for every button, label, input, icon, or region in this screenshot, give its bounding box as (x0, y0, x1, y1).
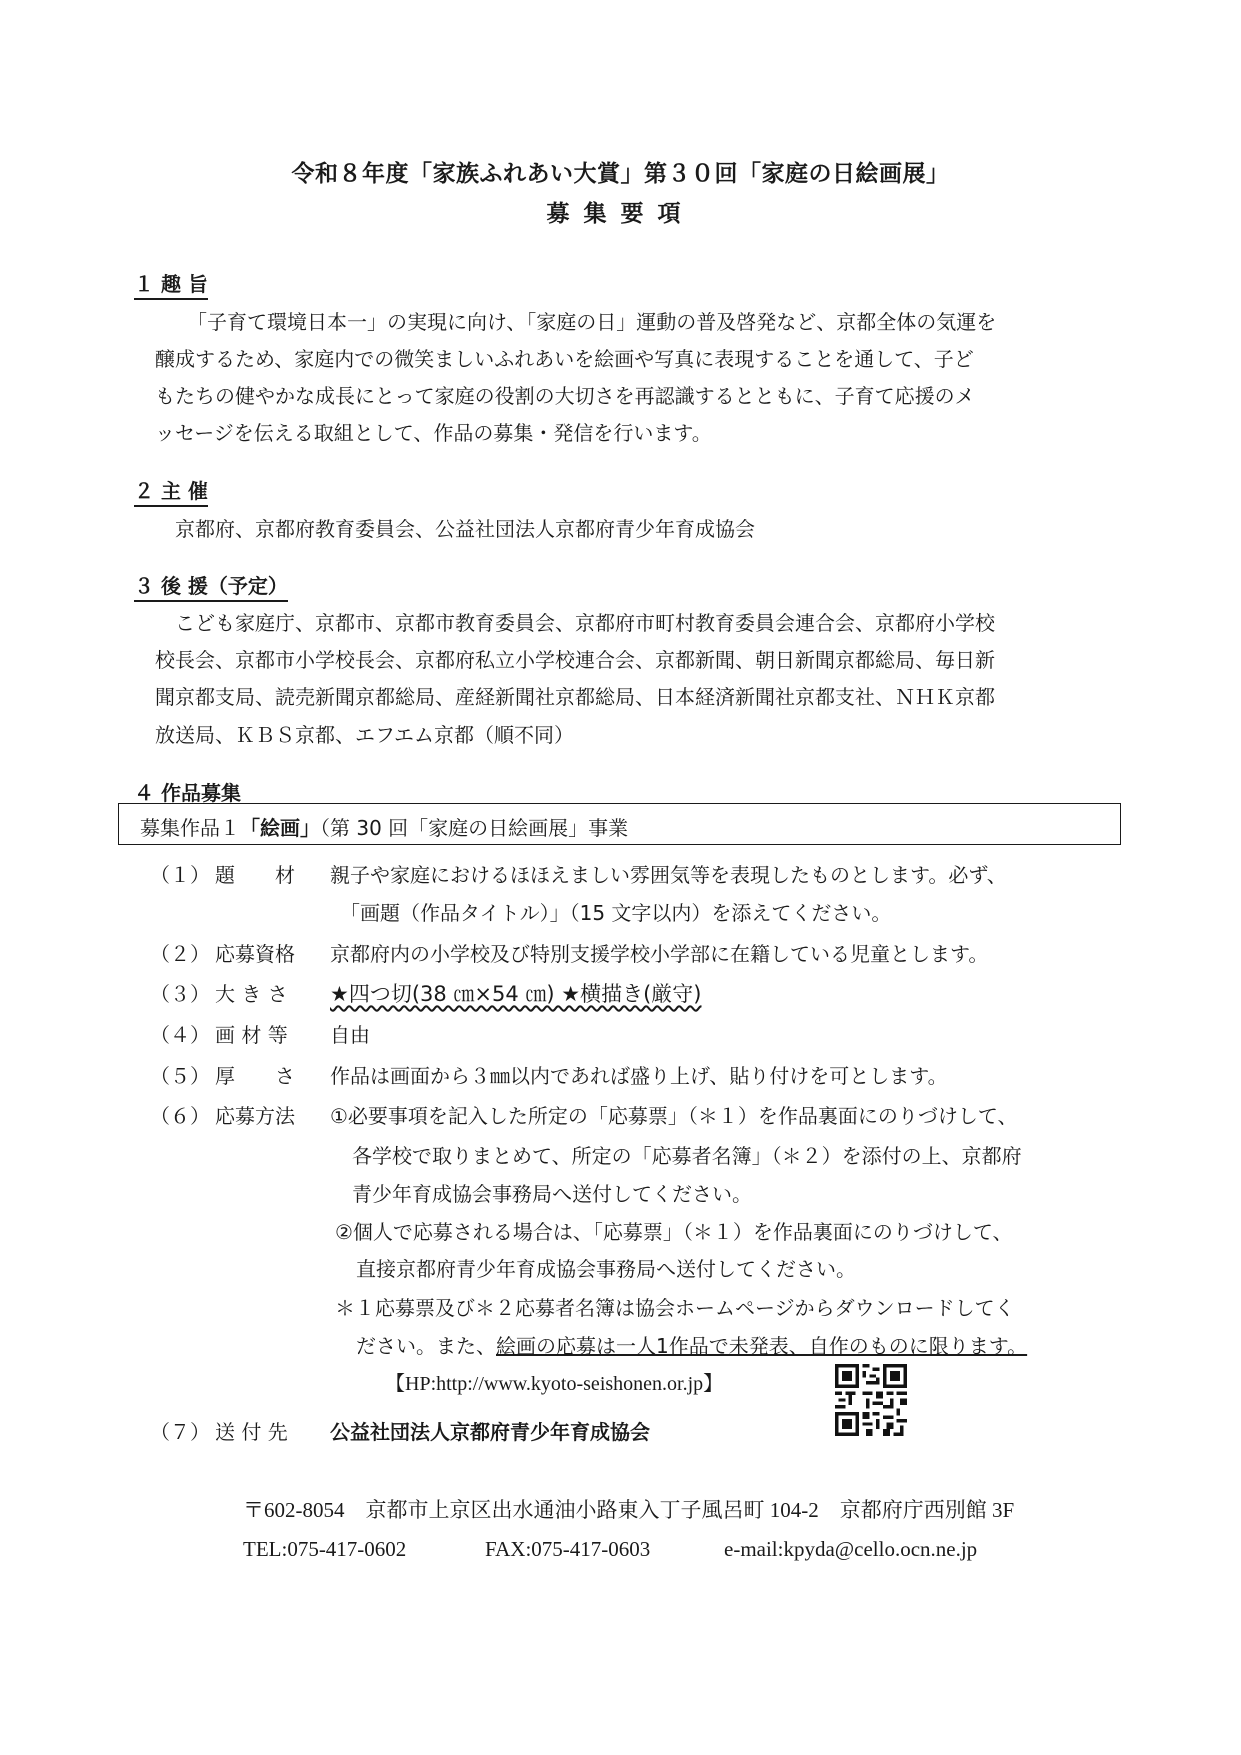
item-text: 各学校で取りまとめて、所定の「応募者名簿」（＊２）を添付の上、京都府 (352, 1144, 1022, 1168)
qr-code-icon (835, 1364, 907, 1436)
item-number: （７） (150, 1420, 210, 1444)
item-label: 大 き さ (215, 982, 288, 1006)
note-lead: ださい。また、 (356, 1334, 496, 1358)
fax-number: FAX:075-417-0603 (485, 1537, 651, 1561)
section-4-heading: ４ 作品募集 (134, 781, 241, 805)
item-number: （４） (150, 1023, 210, 1047)
category-prefix: 募集作品１ (140, 816, 240, 840)
item-text: 直接京都府青少年育成協会事務局へ送付してください。 (356, 1257, 856, 1281)
address-line: 〒602-8054 京都市上京区出水通油小路東入丁子風呂町 104-2 京都府庁西別館 3F (243, 1498, 1015, 1522)
section-2-heading: ２ 主 催 (134, 479, 208, 507)
item-text: 作品は画面から３㎜以内であれば盛り上げ、貼り付けを可とします。 (330, 1064, 948, 1088)
item-label: 厚 さ (215, 1064, 295, 1088)
item-text-note (356, 1334, 1027, 1358)
size-spec: ★四つ切(38 ㎝×54 ㎝) ★横描き(厳守) (330, 982, 702, 1006)
section-3-line: こども家庭庁、京都市、京都市教育委員会、京都府市町村教育委員会連合会、京都府小学校 (175, 611, 995, 635)
item-text: ①必要事項を記入した所定の「応募票」（＊１）を作品裏面にのりづけして、 (330, 1104, 1018, 1128)
item-label: 応募方法 (215, 1104, 295, 1128)
section-1-line: もたちの健やかな成長にとって家庭の役割の大切さを再認識するとともに、子育て応援のメ (155, 384, 975, 408)
item-number: （２） (150, 942, 210, 966)
section-3-heading: ３ 後 援（予定） (134, 574, 288, 602)
item-number: （５） (150, 1064, 210, 1088)
item-number: （６） (150, 1104, 210, 1128)
item-label: 応募資格 (215, 942, 295, 966)
item-text: 京都府内の小学校及び特別支援学校小学部に在籍している児童とします。 (330, 942, 989, 966)
section-2-text: 京都府、京都府教育委員会、公益社団法人京都府青少年育成協会 (175, 517, 755, 541)
section-1-line: 「子育て環境日本一」の実現に向け、「家庭の日」運動の普及啓発など、京都全体の気運を (187, 310, 997, 334)
item-label: 画 材 等 (215, 1023, 288, 1047)
item-text: 青少年育成協会事務局へ送付してください。 (352, 1182, 752, 1206)
note-underlined: 絵画の応募は一人1作品で未発表、自作のものに限ります。 (496, 1334, 1028, 1358)
email-address: e-mail:kpyda@cello.ocn.ne.jp (724, 1537, 978, 1561)
item-text: 自由 (330, 1023, 370, 1047)
section-3-line: 放送局、ＫＢＳ京都、エフエム京都（順不同） (155, 723, 574, 747)
document-title: 令和８年度「家族ふれあい大賞」第３０回「家庭の日絵画展」 (291, 161, 950, 187)
section-1-line: ッセージを伝える取組として、作品の募集・発信を行います。 (155, 421, 712, 445)
document-subtitle: 募集要項 (546, 201, 695, 227)
item-label: 題 材 (215, 863, 295, 887)
item-number: （３） (150, 982, 210, 1006)
send-to-organization: 公益社団法人京都府青少年育成協会 (330, 1420, 650, 1444)
item-text: 親子や家庭におけるほほえましい雰囲気等を表現したものとします。必ず、 (330, 863, 1007, 887)
homepage-url: 【HP:http://www.kyoto-seishonen.or.jp】 (385, 1373, 724, 1395)
section-1-line: 醸成するため、家庭内での微笑ましいふれあいを絵画や写真に表現することを通して、子ど (155, 347, 974, 371)
category-box-text (140, 812, 628, 841)
section-1-heading: １ 趣 旨 (134, 272, 208, 300)
item-text: ②個人で応募される場合は、「応募票」（＊１）を作品裏面にのりづけして、 (335, 1220, 1013, 1244)
section-3-line: 聞京都支局、読売新聞京都総局、産経新聞社京都総局、日本経済新聞社京都支社、ＮＨＫ京都 (155, 685, 995, 709)
category-bold: 「絵画」 (240, 816, 320, 840)
category-suffix: （第 30 回「家庭の日絵画展」事業 (320, 816, 629, 840)
tel-number: TEL:075-417-0602 (243, 1537, 407, 1561)
item-number: （１） (150, 863, 210, 887)
item-text: ＊１応募票及び＊２応募者名簿は協会ホームページからダウンロードしてく (335, 1296, 1015, 1320)
item-text: 「画題（作品タイトル）」（15 文字以内）を添えてください。 (340, 901, 892, 925)
section-3-line: 校長会、京都市小学校長会、京都府私立小学校連合会、京都新聞、朝日新聞京都総局、毎日新 (155, 648, 995, 672)
item-label: 送 付 先 (215, 1420, 288, 1444)
